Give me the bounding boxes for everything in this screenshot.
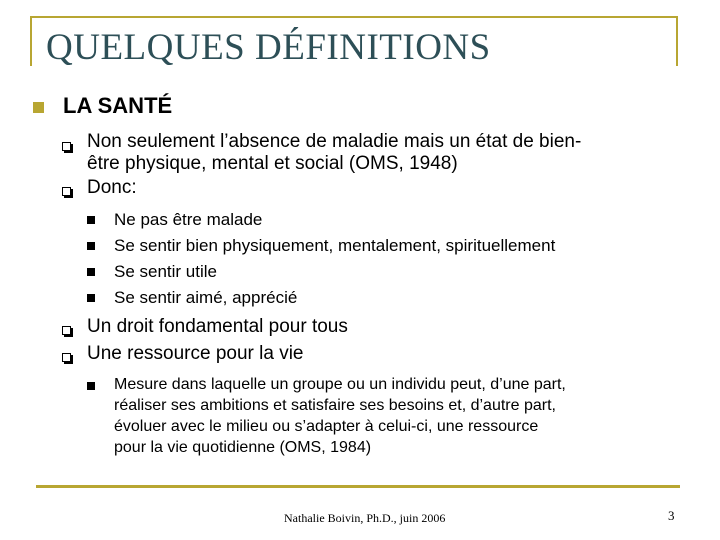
ressource-item: Une ressource pour la vie: [87, 343, 304, 364]
donc-item: Se sentir utile: [114, 262, 217, 281]
hollow-square-bullet-icon: [62, 142, 71, 151]
donc-item: Se sentir bien physiquement, mentalement, spirituellement: [114, 236, 556, 255]
square-bullet-icon: [87, 294, 95, 302]
footer-author: Nathalie Boivin, Ph.D., juin 2006: [284, 511, 446, 525]
footer-rule: [36, 485, 680, 488]
definition-line-1: Non seulement l’absence de maladie mais un état de bien-: [87, 131, 582, 152]
title-frame-top: [30, 16, 678, 18]
slide-title: QUELQUES DÉFINITIONS: [46, 27, 491, 68]
mesure-line-4: pour la vie quotidienne (OMS, 1984): [114, 439, 372, 456]
page-number: 3: [668, 508, 675, 523]
heading-sante: LA SANTÉ: [63, 93, 173, 118]
definition-line-2: être physique, mental et social (OMS, 1948): [87, 153, 458, 174]
square-bullet-icon: [87, 216, 95, 224]
mesure-line-2: réaliser ses ambitions et satisfaire ses besoins et, d’autre part,: [114, 397, 556, 414]
donc-item: Se sentir aimé, apprécié: [114, 288, 298, 307]
square-bullet-icon: [87, 382, 95, 390]
donc-item: Ne pas être malade: [114, 210, 263, 229]
title-frame-right: [676, 16, 678, 66]
square-bullet-icon: [87, 268, 95, 276]
square-bullet-icon: [87, 242, 95, 250]
mesure-line-3: évoluer avec le milieu ou s’adapter à celui-ci, une ressource: [114, 418, 539, 435]
hollow-square-bullet-icon: [62, 187, 71, 196]
hollow-square-bullet-icon: [62, 326, 71, 335]
hollow-square-bullet-icon: [62, 353, 71, 362]
title-frame-left: [30, 16, 32, 66]
droit-item: Un droit fondamental pour tous: [87, 316, 348, 337]
square-bullet-icon: [33, 102, 44, 113]
donc-label: Donc:: [87, 177, 137, 198]
mesure-line-1: Mesure dans laquelle un groupe ou un individu peut, d’une part,: [114, 376, 566, 393]
